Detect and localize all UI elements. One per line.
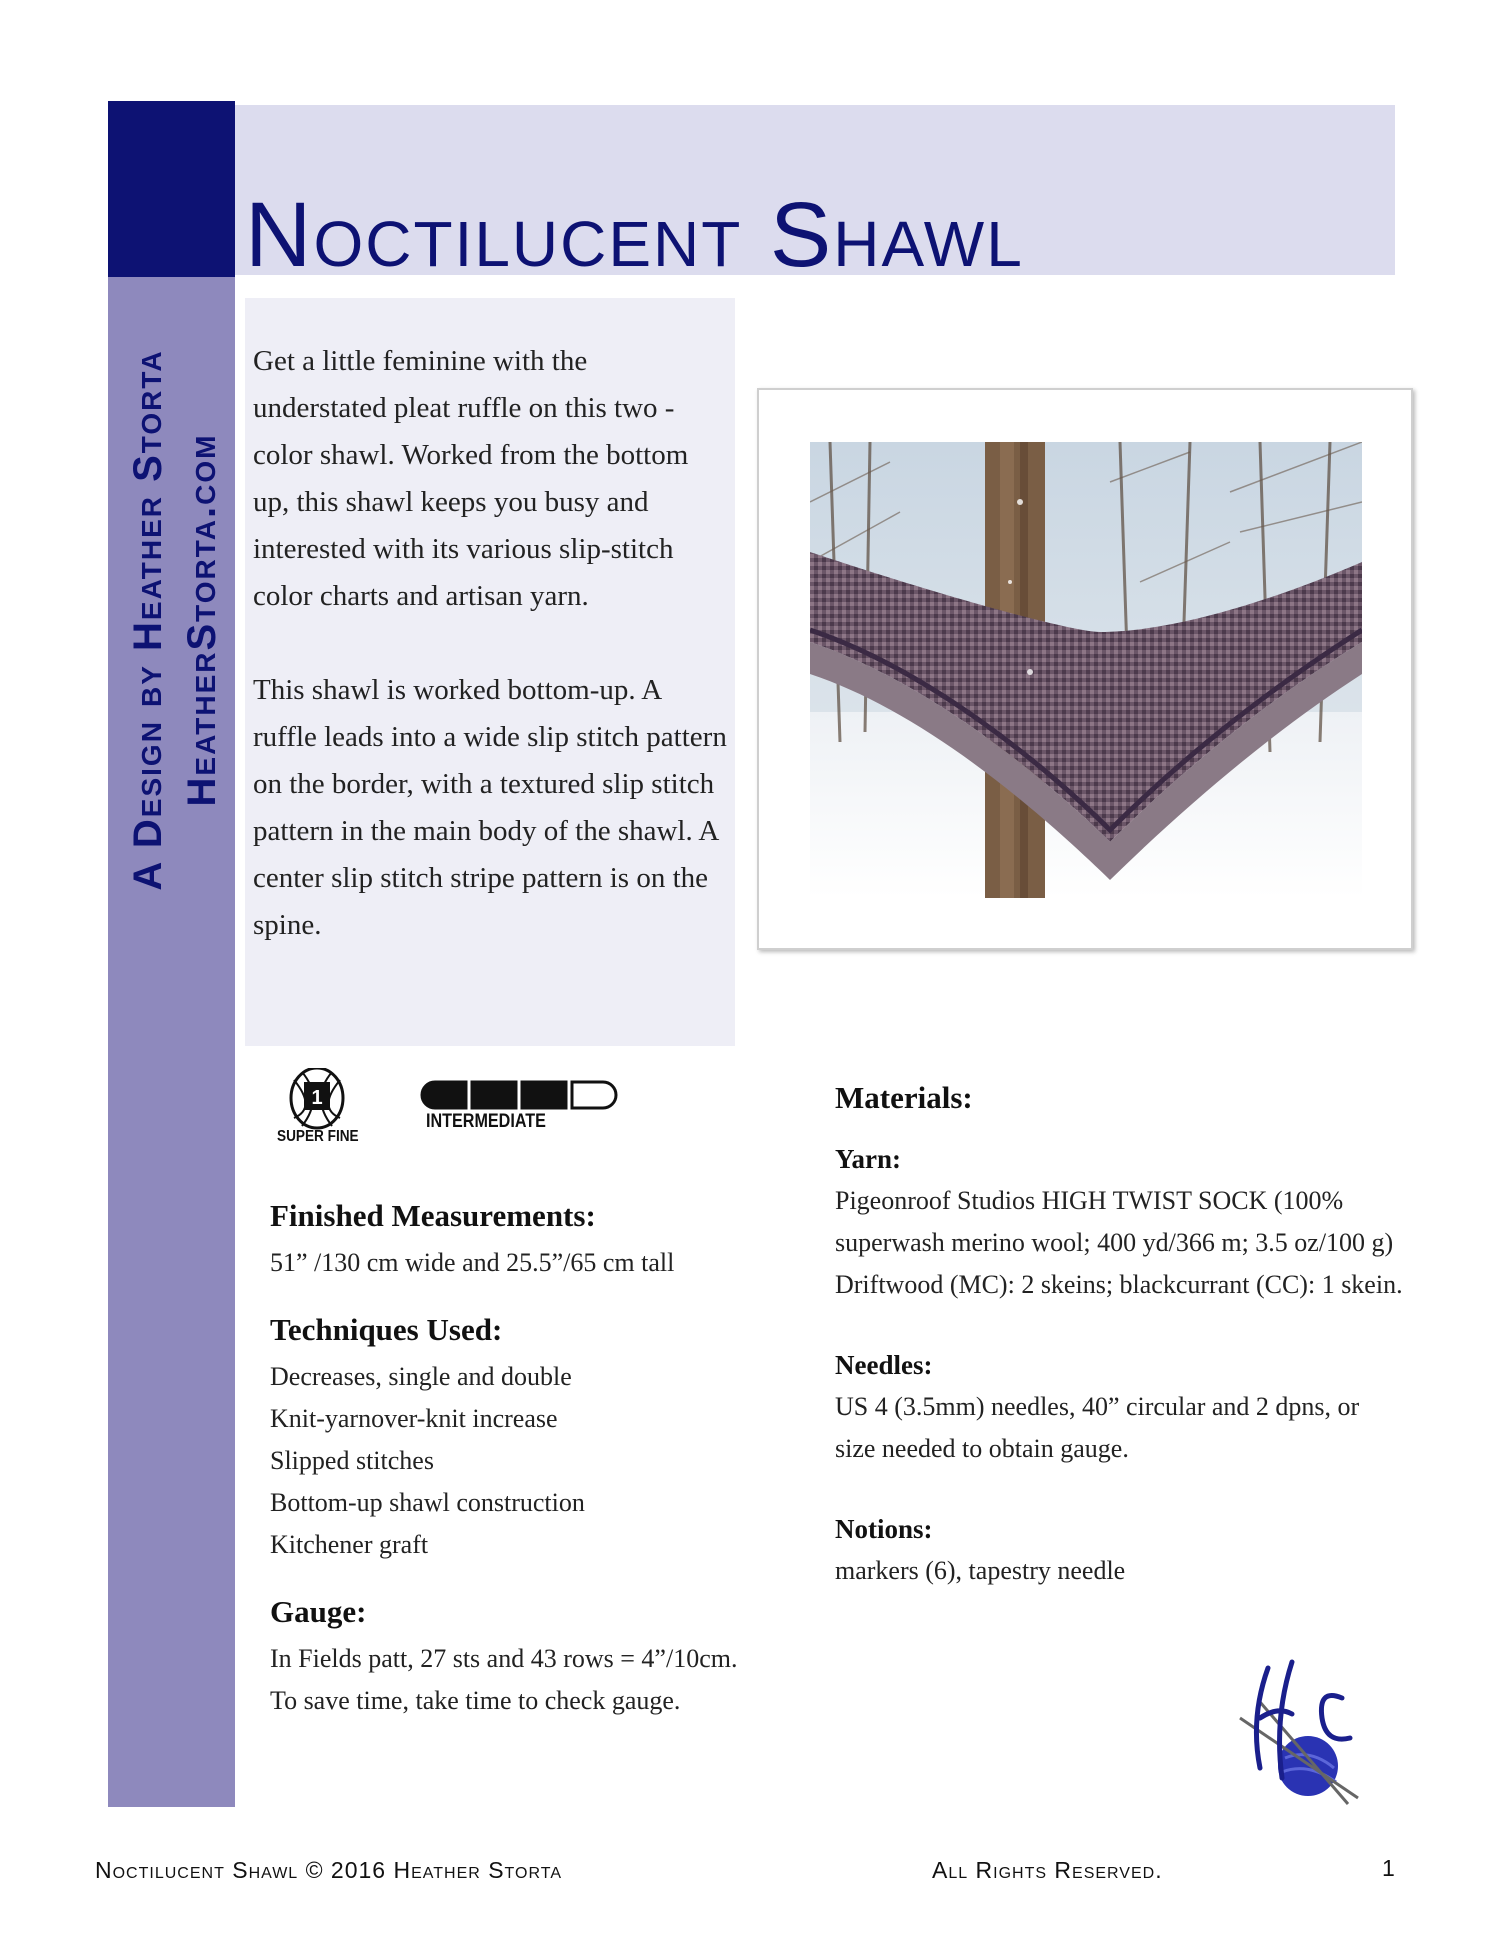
footer-copyright: Noctilucent Shawl © 2016 Heather Storta xyxy=(95,1857,562,1883)
notions-heading: Notions: xyxy=(835,1514,933,1544)
gauge-line-2: To save time, take time to check gauge. xyxy=(270,1686,681,1715)
sidebar-credit xyxy=(115,220,235,1020)
finished-measurements-heading: Finished Measurements: xyxy=(270,1198,596,1233)
technique-item: Slipped stitches xyxy=(270,1446,434,1475)
page-title: Noctilucent Shawl xyxy=(245,184,1024,286)
gauge-line-1: In Fields patt, 27 sts and 43 rows = 4”/10cm. xyxy=(270,1644,738,1673)
sidebar-credit-line1: A Design by Heather Storta xyxy=(126,349,170,891)
materials-heading: Materials: xyxy=(835,1080,973,1115)
technique-item: Decreases, single and double xyxy=(270,1362,572,1391)
techniques-section xyxy=(270,1310,810,1566)
page-number: 1 xyxy=(1382,1855,1395,1881)
yarn-heading: Yarn: xyxy=(835,1144,901,1174)
shawl-photo-image xyxy=(810,442,1362,898)
intro-panel xyxy=(245,298,735,1046)
gauge-heading: Gauge: xyxy=(270,1594,367,1629)
skill-level-segment xyxy=(472,1082,516,1108)
yarn-weight-number: 1 xyxy=(311,1087,323,1109)
finished-measurements-text: 51” /130 cm wide and 25.5”/65 cm tall xyxy=(270,1248,675,1277)
technique-item: Knit-yarnover-knit increase xyxy=(270,1404,558,1433)
skill-level-segment xyxy=(522,1082,566,1108)
skill-level-segment xyxy=(572,1082,616,1108)
footer-rights: All Rights Reserved. xyxy=(932,1857,1163,1883)
gauge-section xyxy=(270,1592,810,1722)
technique-item: Kitchener graft xyxy=(270,1530,429,1559)
finished-measurements-section xyxy=(270,1196,810,1284)
photo-frame xyxy=(757,388,1413,950)
yarn-block xyxy=(835,1138,1405,1306)
notions-text: markers (6), tapestry needle xyxy=(835,1556,1126,1585)
pattern-details xyxy=(270,1196,810,1748)
needles-heading: Needles: xyxy=(835,1350,933,1380)
needles-block xyxy=(835,1344,1405,1470)
skill-level-bars xyxy=(422,1082,616,1108)
needles-text: US 4 (3.5mm) needles, 40” circular and 2 dpns, or size needed to obtain gauge. xyxy=(835,1392,1360,1463)
skill-level-segment xyxy=(422,1082,466,1108)
intro-paragraph-2: This shawl is worked bottom-up. A ruffle leads into a wide slip stitch pattern on the border, with a textured slip stitch pattern in the main body of the shawl. A center slip stitch stripe pattern is on the spine. xyxy=(253,674,727,941)
materials-section xyxy=(835,1078,1405,1630)
sidebar-credit-website: HeatherStorta.com xyxy=(180,433,224,807)
techniques-heading: Techniques Used: xyxy=(270,1312,503,1347)
intro-paragraph-1: Get a little feminine with the understated pleat ruffle on this two -color shawl. Worked from the bottom up, this shawl keeps you busy and interested with its various slip-stitch color charts and artisan yarn. xyxy=(253,345,689,612)
skill-level-label: INTERMEDIATE xyxy=(426,1111,546,1132)
hs-monogram-logo-icon xyxy=(1230,1658,1370,1808)
technique-item: Bottom-up shawl construction xyxy=(270,1488,585,1517)
yarn-text: Pigeonroof Studios HIGH TWIST SOCK (100% superwash merino wool; 400 yd/366 m; 3.5 oz/100 g) Driftwood (MC): 2 skeins; blackcurrant (CC): 1 skein. xyxy=(835,1186,1403,1299)
yarn-weight-label: SUPER FINE xyxy=(277,1128,359,1145)
notions-block xyxy=(835,1508,1405,1592)
